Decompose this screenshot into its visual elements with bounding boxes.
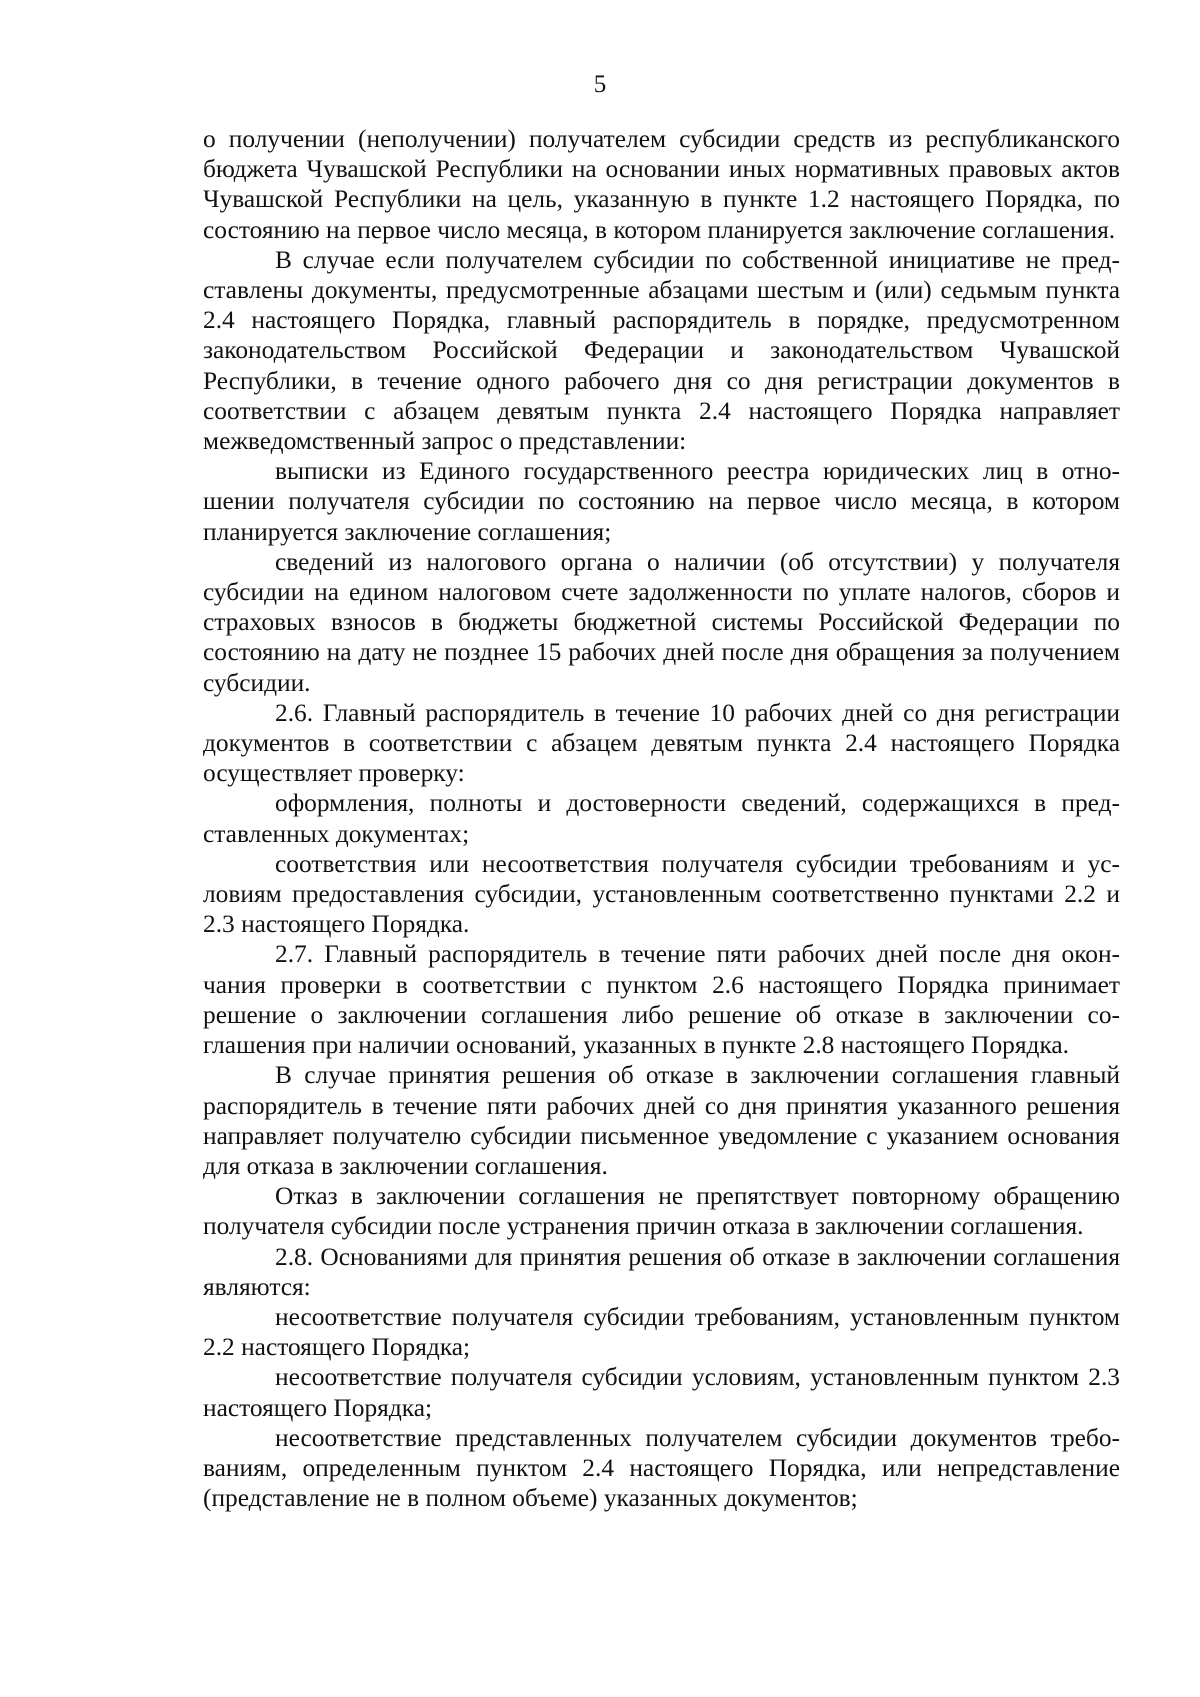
list-item-conditions-mismatch: несоответствие получателя субсидии условиям, установленным пунктом 2.3 настоящего Порядка;	[203, 1363, 1120, 1422]
clause-2-7: 2.7. Главный распорядитель в течение пяти рабочих дней после дня окончания проверки в соответствии с пунктом 2.6 настоящего Порядка принимает решение о заключении соглашения либо решение об отказе в заключении соглашения при наличии оснований, указанных в пункте 2.8 настоящего Порядка.	[203, 940, 1120, 1060]
list-item-document-check: оформления, полноты и достоверности сведений, содержащихся в представленных документах;	[203, 789, 1120, 848]
list-item-documents-mismatch: несоответствие представленных получателем субсидии документов требованиям, определенным пунктом 2.4 настоящего Порядка, или непредставление (представление не в полном объеме) указанных документов;	[203, 1423, 1120, 1513]
list-item-tax-info: сведений из налогового органа о наличии (об отсутствии) у получателя субсидии на едином налоговом счете задолженности по уплате налогов, сборов и страховых взносов в бюджеты бюджетной системы Российской Федерации по состоянию на дату не позднее 15 рабочих дней после дня обращения за получением субсидии.	[203, 547, 1120, 697]
paragraph-refusal-notice: В случае принятия решения об отказе в заключении соглашения главный распорядитель в течение пяти рабочих дней со дня принятия указанного решения направляет получателю субсидии письменное уведомление с указанием основания для отказа в заключении соглашения.	[203, 1061, 1120, 1180]
page-number: 5	[593, 71, 607, 98]
paragraph-repeat-application: Отказ в заключении соглашения не препятствует повторному обращению получателя субсидии после устранения причин отказа в заключении соглашения.	[203, 1182, 1120, 1241]
paragraph-continuation: о получении (неполучении) получателем субсидии средств из республиканского бюджета Чувашской Республики на основании иных нормативных правовых актов Чувашской Республики на цель, указанную в пункте 1.2 настоящего Порядка, по состоянию на первое число месяца, в котором планируется заключение соглашения.	[203, 125, 1120, 244]
list-item-egrul-extract: выписки из Единого государственного реестра юридических лиц в отношении получателя субсидии по состоянию на первое число месяца, в котором планируется заключение соглашения;	[203, 457, 1120, 546]
list-item-requirements-mismatch: несоответствие получателя субсидии требованиям, установленным пунктом 2.2 настоящего Порядка;	[203, 1302, 1120, 1362]
paragraph-interagency-request: В случае если получателем субсидии по собственной инициативе не представлены документы, предусмотренные абзацами шестым и (или) седьмым пункта 2.4 настоящего Порядка, главный распорядитель в порядке, предусмотренном законодательством Российской Федерации и законодательством Чувашской Республики, в течение одного рабочего дня со дня регистрации документов в соответствии с абзацем девятым пункта 2.4 настоящего Порядка направляет межведомственный запрос о представлении:	[203, 245, 1120, 456]
document-body	[203, 124, 1120, 1513]
clause-2-6: 2.6. Главный распорядитель в течение 10 рабочих дней со дня регистрации документов в соответствии с абзацем девятым пункта 2.4 настоящего Порядка осуществляет проверку:	[203, 698, 1120, 788]
list-item-compliance-check: соответствия или несоответствия получателя субсидии требованиям и условиям предоставления субсидии, установленным соответственно пунктами 2.2 и 2.3 настоящего Порядка.	[203, 849, 1120, 939]
clause-2-8: 2.8. Основаниями для принятия решения об отказе в заключении соглашения являются:	[203, 1242, 1120, 1301]
